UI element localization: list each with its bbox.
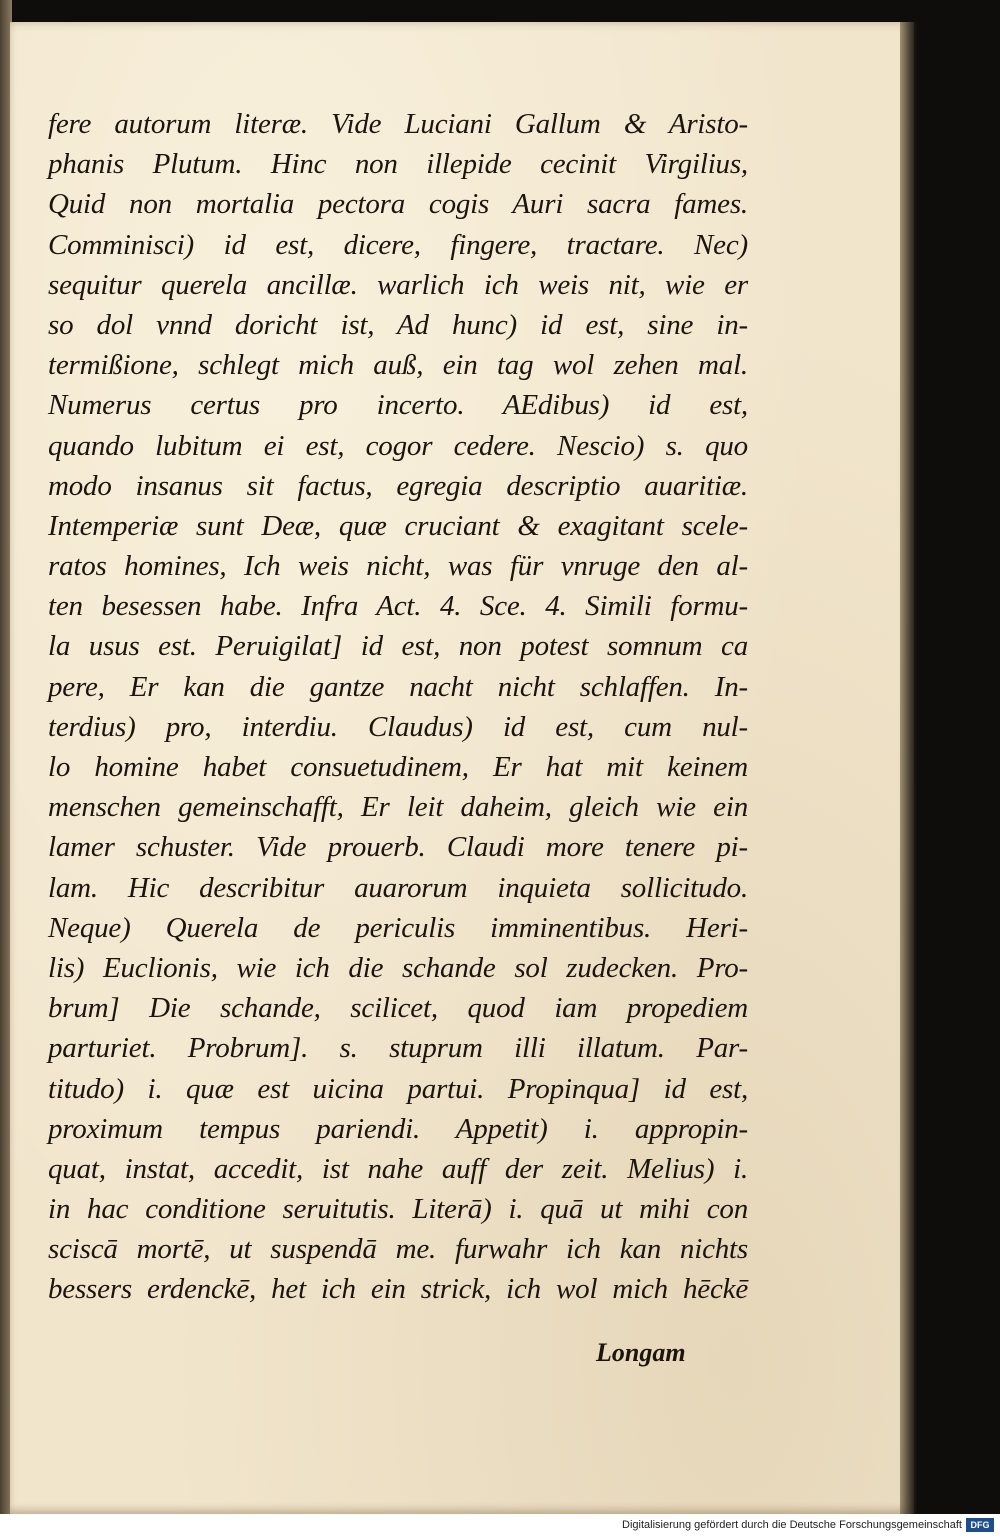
text-line: quat, instat, accedit, ist nahe auff der zeit. Melius) i. (48, 1152, 748, 1185)
text-line: Numerus certus pro incerto. AEdibus) id est, (48, 389, 748, 422)
text-line: terdius) pro, interdiu. Claudus) id est, cum nul- (48, 710, 748, 743)
page-text-block (48, 104, 748, 1310)
catchword: Longam (596, 1338, 686, 1367)
text-line: quando lubitum ei est, cogor cedere. Nescio) s. quo (48, 429, 748, 462)
text-line: titudo) i. quæ est uicina partui. Propinqua] id est, (48, 1072, 748, 1105)
text-line: so dol vnnd doricht ist, Ad hunc) id est, sine in- (48, 308, 748, 341)
text-line: modo insanus sit factus, egregia descriptio auaritiæ. (48, 469, 748, 502)
dfg-logo-icon: DFG (966, 1518, 994, 1532)
text-line: lis) Euclionis, wie ich die schande sol zudecken. Pro- (48, 951, 748, 984)
funding-credit: Digitalisierung gefördert durch die Deutsche Forschungsgemeinschaft (622, 1519, 962, 1531)
text-line: sequitur querela ancillæ. warlich ich weis nit, wie er (48, 268, 748, 301)
text-line: sciscā mortē, ut suspendā me. furwahr ich kan nichts (48, 1233, 748, 1266)
text-line: ten besessen habe. Infra Act. 4. Sce. 4. Simili formu- (48, 590, 748, 623)
page-gutter-shadow (900, 22, 918, 1514)
text-line: brum] Die schande, scilicet, quod iam propediem (48, 992, 748, 1025)
text-line: lam. Hic describitur auarorum inquieta sollicitudo. (48, 871, 748, 904)
text-line: lamer schuster. Vide prouerb. Claudi more tenere pi- (48, 831, 748, 864)
text-line: parturiet. Probrum]. s. stuprum illi illatum. Par- (48, 1032, 748, 1065)
text-line: Quid non mortalia pectora cogis Auri sacra fames. (48, 188, 748, 221)
text-line: bessers erdenckē, het ich ein strick, ich wol mich hēckē (48, 1273, 748, 1306)
text-line: proximum tempus pariendi. Appetit) i. appropin- (48, 1112, 748, 1145)
text-line: fere autorum literæ. Vide Luciani Gallum & Aristo- (48, 108, 748, 140)
text-line: pere, Er kan die gantze nacht nicht schlaffen. In- (48, 670, 748, 703)
text-line: phanis Plutum. Hinc non illepide cecinit Virgilius, (48, 148, 748, 181)
text-line: termißione, schlegt mich auß, ein tag wol zehen mal. (48, 349, 748, 382)
text-line: Intemperiæ sunt Deæ, quæ cruciant & exagitant scele- (48, 509, 748, 542)
text-line: in hac conditione seruitutis. Literā) i. quā ut mihi con (48, 1193, 748, 1226)
text-line: Neque) Querela de periculis imminentibus. Heri- (48, 911, 748, 944)
text-line: Comminisci) id est, dicere, fingere, tractare. Nec) (48, 228, 748, 261)
text-line: lo homine habet consuetudinem, Er hat mit keinem (48, 751, 748, 783)
text-line: la usus est. Peruigilat] id est, non potest somnum ca (48, 630, 748, 663)
text-line: ratos homines, Ich weis nicht, was für vnruge den al- (48, 550, 748, 583)
text-line: menschen gemeinschafft, Er leit daheim, gleich wie ein (48, 791, 748, 824)
